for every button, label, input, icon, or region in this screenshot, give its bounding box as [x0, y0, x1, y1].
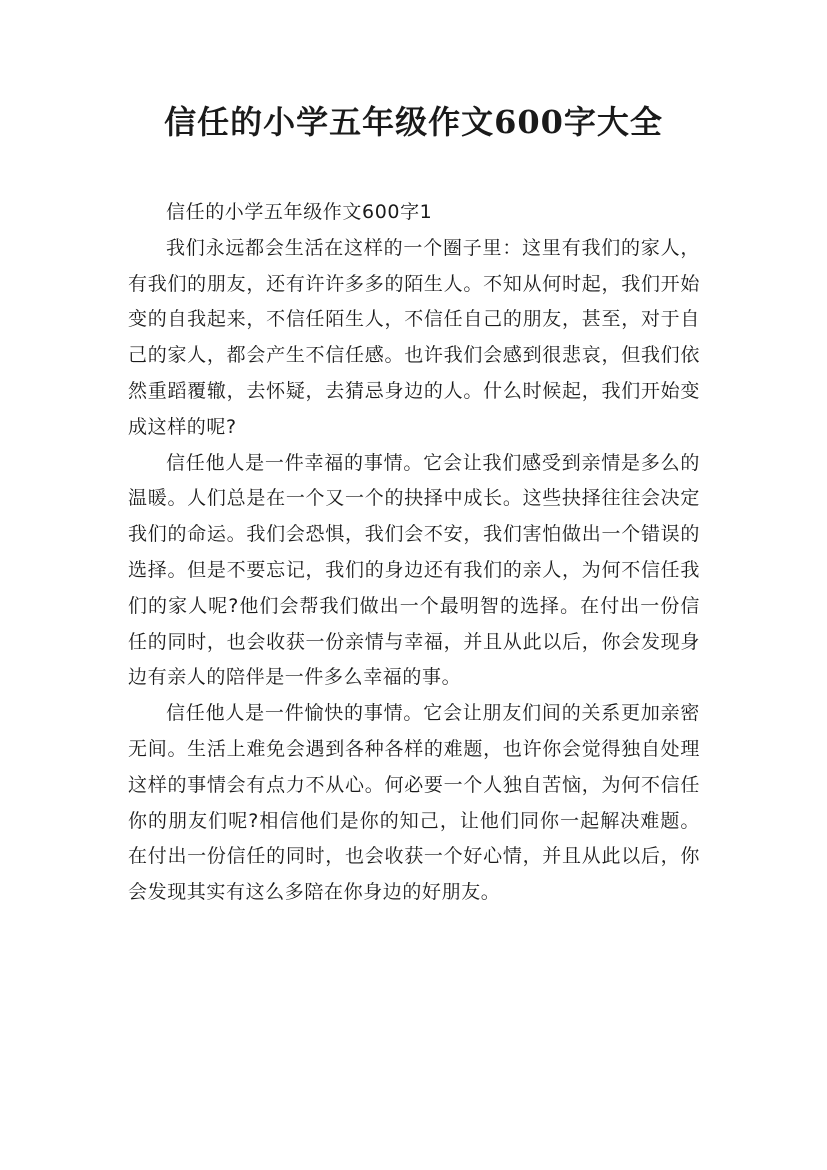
paragraph-3: 信任他人是一件愉快的事情。它会让朋友们间的关系更加亲密无间。生活上难免会遇到各种各样的难题，也许你会觉得独自处理这样的事情会有点力不从心。何必要一个人独自苦恼，为何不信任你的朋友们呢?相信他们是你的知己，让他们同你一起解决难题。在付出一份信任的同时，也会收获一个好心情，并且从此以后，你会发现其实有这么多陪在你身边的好朋友。 — [128, 702, 700, 904]
essay-subheading: 信任的小学五年级作文600字1 — [166, 201, 433, 223]
document-title: 信任的小学五年级作文600字大全 — [164, 103, 663, 141]
paragraph-2: 信任他人是一件幸福的事情。它会让我们感受到亲情是多么的温暖。人们总是在一个又一个的抉择中成长。这些抉择往往会决定我们的命运。我们会恐惧，我们会不安，我们害怕做出一个错误的选择。但是不要忘记，我们的身边还有我们的亲人，为何不信任我们的家人呢?他们会帮我们做出一个最明智的选择。在付出一份信任的同时，也会收获一份亲情与幸福，并且从此以后，你会发现身边有亲人的陪伴是一件多么幸福的事。 — [128, 451, 700, 689]
paragraph-1: 我们永远都会生活在这样的一个圈子里：这里有我们的家人，有我们的朋友，还有许许多多的陌生人。不知从何时起，我们开始变的自我起来，不信任陌生人，不信任自己的朋友，甚至，对于自己的家人，都会产生不信任感。也许我们会感到很悲哀，但我们依然重蹈覆辙，去怀疑，去猜忌身边的人。什么时候起，我们开始变成这样的呢? — [128, 236, 700, 438]
document-body — [128, 195, 700, 911]
